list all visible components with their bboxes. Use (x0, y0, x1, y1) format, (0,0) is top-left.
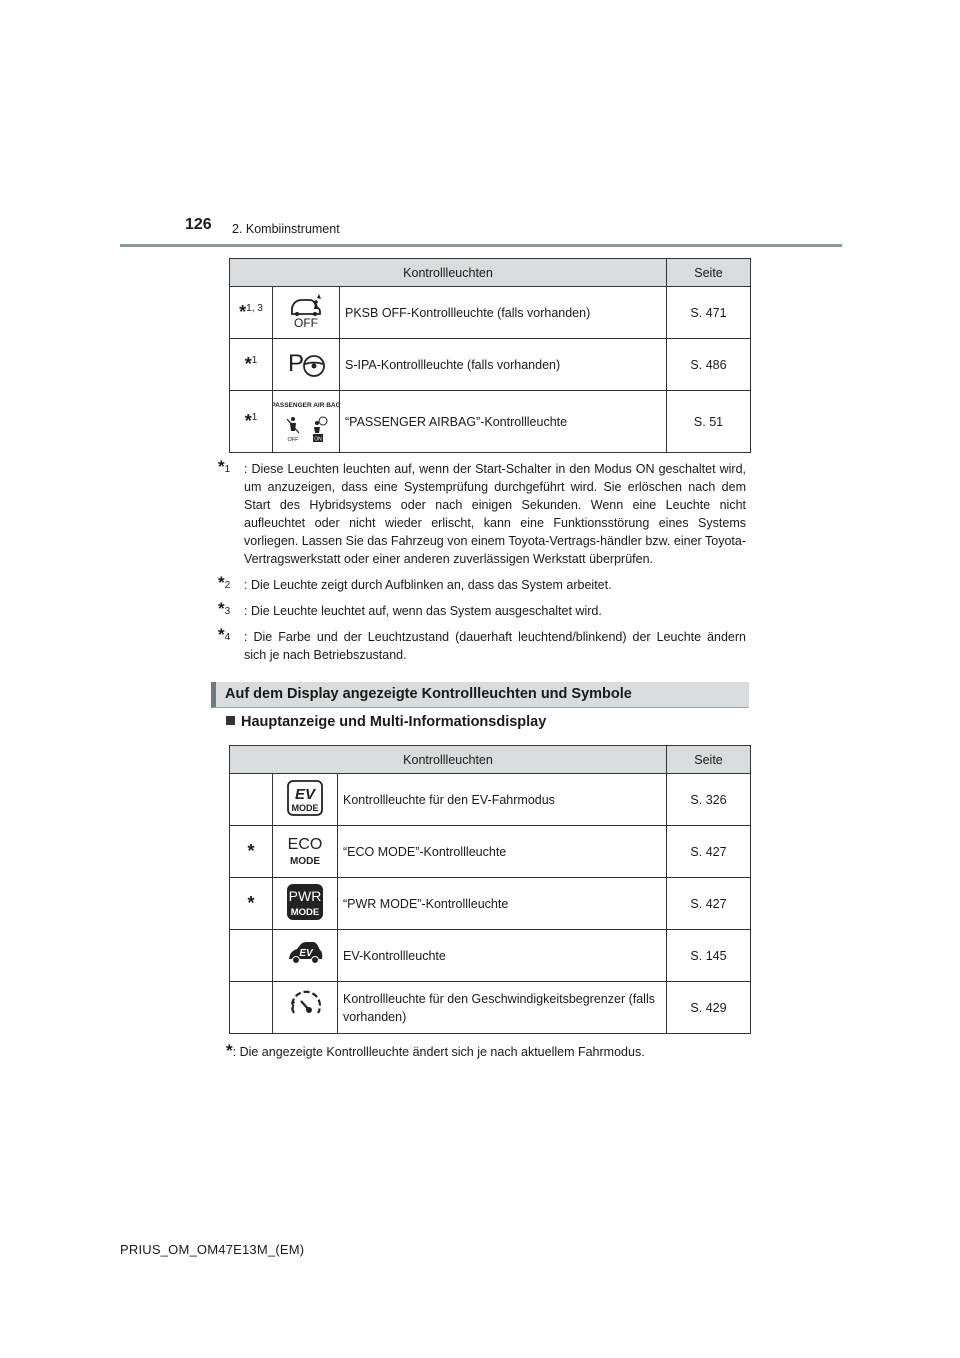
indicator-label: “PWR MODE”-Kontrollleuchte (338, 878, 667, 930)
column-header-page: Seite (667, 746, 751, 774)
svg-text:ECO: ECO (287, 836, 323, 853)
table-row (230, 982, 751, 1034)
indicator-label: Kontrollleuchte für den Geschwindigkeitsbegrenzer (falls vorhanden) (338, 982, 667, 1034)
indicator-label: “PASSENGER AIRBAG”-Kontrollleuchte (340, 391, 667, 453)
section-heading: Auf dem Display angezeigte Kontrollleuchten und Symbole (211, 682, 749, 708)
svg-text:ON: ON (314, 436, 322, 443)
svg-text:PWR: PWR (288, 888, 322, 904)
indicator-label: Kontrollleuchte für den EV-Fahrmodus (338, 774, 667, 826)
svg-text:i: i (291, 1000, 295, 1015)
pwr-mode-icon (273, 878, 338, 930)
table-row (230, 339, 751, 391)
svg-text:PASSENGER AIR BAG: PASSENGER AIR BAG (273, 402, 339, 409)
footnote-mark (230, 930, 273, 982)
column-header-page: Seite (667, 259, 751, 287)
table-header-row (230, 746, 751, 774)
table-row (230, 930, 751, 982)
chapter-title: 2. Kombiinstrument (232, 222, 340, 236)
table-row (230, 287, 751, 339)
footnote-mark: *1, 3 (230, 287, 273, 339)
table-row (230, 774, 751, 826)
page-number: 126 (185, 216, 212, 233)
indicator-table-1 (229, 258, 751, 453)
svg-text:OFF: OFF (287, 437, 299, 443)
svg-text:P: P (288, 350, 305, 377)
svg-text:EV: EV (294, 786, 316, 803)
svg-text:EV: EV (299, 948, 313, 959)
footnote-mark (230, 774, 273, 826)
indicator-label: S-IPA-Kontrollleuchte (falls vorhanden) (340, 339, 667, 391)
svg-text:MODE: MODE (291, 803, 319, 813)
indicator-table-2 (229, 745, 751, 1034)
column-header-indicators: Kontrollleuchten (230, 259, 667, 287)
svg-text:OFF: OFF (294, 316, 318, 330)
eco-mode-icon (273, 826, 338, 878)
footnote-2: *2 : Die Leuchte zeigt durch Aufblinken an, dass das System arbeitet. (218, 573, 612, 592)
page-reference: S. 471 (667, 287, 751, 339)
mode-footnote: *: Die angezeigte Kontrollleuchte ändert sich je nach aktuellem Fahrmodus. (226, 1041, 645, 1060)
table-header-row (230, 259, 751, 287)
footnote-mark: *1 (230, 391, 273, 453)
square-bullet-icon (226, 716, 235, 725)
indicator-label: “ECO MODE”-Kontrollleuchte (338, 826, 667, 878)
header-divider (120, 244, 842, 247)
table-row (230, 826, 751, 878)
footnote-4: *4 : Die Farbe und der Leuchtzustand (dauerhaft leuchtend/blinkend) der Leuchte ändern sich je nach Betriebszustand. (218, 625, 746, 662)
speed-limiter-icon (273, 982, 338, 1034)
page-reference: S. 486 (667, 339, 751, 391)
footnote-mark: *1 (230, 339, 273, 391)
ev-mode-icon (273, 774, 338, 826)
page-reference: S. 429 (667, 982, 751, 1034)
indicator-label: EV-Kontrollleuchte (338, 930, 667, 982)
footnote-mark: * (230, 878, 273, 930)
subheading: Hauptanzeige und Multi-Informationsdisplay (226, 714, 546, 730)
s-ipa-icon (273, 339, 340, 391)
footnotes (218, 457, 746, 664)
ev-car-icon (273, 930, 338, 982)
footnote-3: *3 : Die Leuchte leuchtet auf, wenn das System ausgeschaltet wird. (218, 599, 602, 618)
page-reference: S. 51 (667, 391, 751, 453)
table-row (230, 878, 751, 930)
table-row (230, 391, 751, 453)
document-id: PRIUS_OM_OM47E13M_(EM) (120, 1242, 305, 1257)
indicator-label: PKSB OFF-Kontrollleuchte (falls vorhanden) (340, 287, 667, 339)
footnote-1: *1 : Diese Leuchten leuchten auf, wenn der Start-Schalter in den Modus ON geschaltet wird, um anzuzeigen, dass eine Systemprüfung durchgeführt wird. Sie erlöschen nach dem Start des Hybridsystems oder nach einigen Sekunden. Wenn eine Leuchte nicht aufleuchtet oder nicht wieder erlischt, kann eine Funktionsstörung eines Systems vorliegen. Lassen Sie das Fahrzeug von einem Toyota-Vertrags-händler bzw. einer Toyota-Vertragswerkstatt oder einer anderen zuverlässigen Werkstatt überprüfen. (218, 457, 746, 566)
column-header-indicators: Kontrollleuchten (230, 746, 667, 774)
pksb-off-icon (273, 287, 340, 339)
svg-text:MODE: MODE (290, 907, 320, 918)
passenger-airbag-icon (273, 391, 340, 453)
page-reference: S. 326 (667, 774, 751, 826)
svg-text:MODE: MODE (290, 856, 320, 867)
footnote-mark: * (230, 826, 273, 878)
page-reference: S. 427 (667, 826, 751, 878)
page-reference: S. 427 (667, 878, 751, 930)
footnote-mark (230, 982, 273, 1034)
page-reference: S. 145 (667, 930, 751, 982)
